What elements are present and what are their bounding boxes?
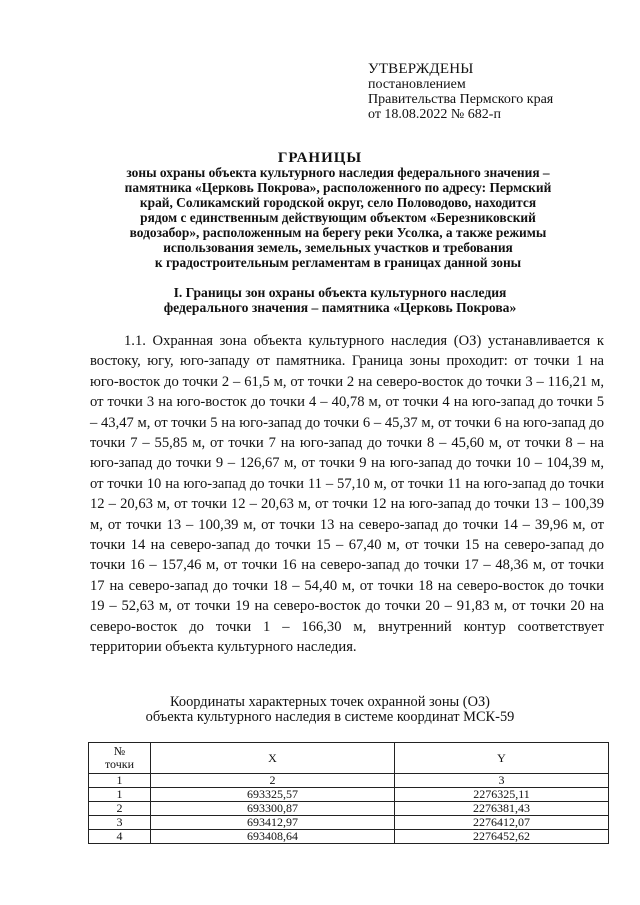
table-cell: 2276412,07 (395, 816, 609, 830)
table-cell: 1 (89, 788, 151, 802)
header-x: X (151, 743, 395, 774)
header-point-number: № точки (89, 743, 151, 774)
approval-head: УТВЕРЖДЕНЫ (368, 61, 474, 77)
table-cell: 693412,97 (151, 816, 395, 830)
section-heading: I. Границы зон охраны объекта культурного наследия федерального значения – памятника «Церковь Покрова» (163, 285, 517, 315)
table-cell: 2 (89, 802, 151, 816)
table-cell: 693408,64 (151, 830, 395, 844)
table-cell: 693325,57 (151, 788, 395, 802)
table-cell: 2276381,43 (395, 802, 609, 816)
coordinates-caption: Координаты характерных точек охранной зоны (ОЗ) объекта культурного наследия в системе координат МСК-59 (145, 694, 515, 725)
coordinates-table (88, 742, 609, 844)
table-row (89, 830, 609, 844)
table-header-row (89, 743, 609, 774)
table-row (89, 802, 609, 816)
table-cell: 4 (89, 830, 151, 844)
approval-stamp (368, 62, 553, 122)
approval-line: постановлением (368, 77, 466, 92)
approval-line: от 18.08.2022 № 682-п (368, 107, 501, 122)
document-title: ГРАНИЦЫ (277, 150, 363, 166)
table-row (89, 788, 609, 802)
table-cell: 2276452,62 (395, 830, 609, 844)
approval-line: Правительства Пермского края (368, 92, 554, 107)
table-cell: 1 (89, 774, 151, 788)
table-cell: 693300,87 (151, 802, 395, 816)
table-cell: 2 (151, 774, 395, 788)
document-subtitle: зоны охраны объекта культурного наследия федерального значения – памятника «Церковь Покрова», расположенного по адресу: Пермский край, Соликамский городской округ, село Половодово, находится рядом с единственным действующим объектом «Березниковский водозабор», расположенным на берегу реки Усолка, а также режимы использования земель, земельных участков и требования к градостроительным регламентам в границах данной зоны (124, 165, 552, 270)
header-y: Y (395, 743, 609, 774)
table-cell: 3 (395, 774, 609, 788)
table-cell: 2276325,11 (395, 788, 609, 802)
table-index-row (89, 774, 609, 788)
table-cell: 3 (89, 816, 151, 830)
table-row (89, 816, 609, 830)
body-paragraph: 1.1. Охранная зона объекта культурного наследия (ОЗ) устанавливается к востоку, югу, юго-западу от памятника. Граница зоны проходит: от точки 1 на юго-восток до точки 2 – 61,5 м, от точки 2 на северо-восток до точки 3 – 116,21 м, от точки 3 на юго-восток до точки 4 – 40,78 м, от точки 4 на юго-запад до точки 5 – 43,47 м, от точки 5 на юго-запад до точки 6 – 45,37 м, от точки 6 на юго-запад до точки 7 – 55,85 м, от точки 7 на юго-запад до точки 8 – 45,60 м, от точки 8 – на юго-запад до точки 9 – 126,67 м, от точки 9 на юго-запад до точки 10 – 104,39 м, от точки 10 на юго-запад до точки 11 – 57,10 м, от точки 11 на юго-запад до точки 12 – 20,63 м, от точки 12 – 20,63 м, от точки 12 на юго-запад до точки 13 – 100,39 м, от точки 13 – 100,39 м, от точки 13 на северо-запад до точки 14 – 39,96 м, от точки 14 на северо-запад до точки 15 – 67,40 м, от точки 15 на северо-запад до точки 16 – 157,46 м, от точки 16 на северо-запад до точки 17 – 48,36 м, от точки 17 на северо-запад до точки 18 – 54,40 м, от точки 18 на северо-восток до точки 19 – 52,63 м, от точки 19 на северо-восток до точки 20 – 91,83 м, от точки 20 на северо-восток до точки 1 – 166,30 м, внутренний контур соответствует территории объекта культурного наследия. (90, 333, 604, 656)
